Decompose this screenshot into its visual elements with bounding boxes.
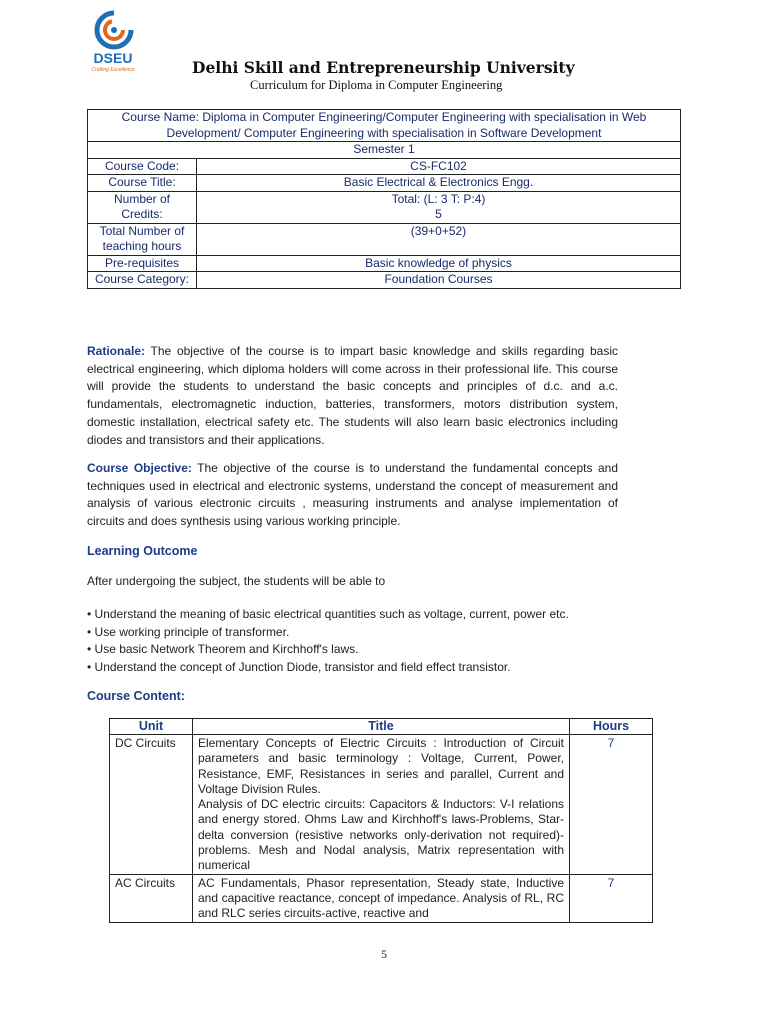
objective-paragraph: [87, 460, 618, 531]
learning-outcome-intro: After undergoing the subject, the students will be able to: [87, 574, 386, 588]
teaching-hours-label: Total Number of teaching hours: [88, 223, 197, 255]
objective-heading: Course Objective:: [87, 461, 192, 475]
course-category-value: Foundation Courses: [197, 272, 681, 289]
rationale-text: The objective of the course is to impart basic knowledge and skills regarding basic electrical engineering, which diploma holders will come across in their professional life. This course will provide the students to understand the basic concepts and principles of d.c. and a.c. fundamentals, electromagnetic induction, batteries, transformers, motors distribution system, domestic installation, electrical safety etc. The students will also learn basic electronics including diodes and transistors and their applications.: [87, 344, 618, 447]
hours-cell: 7: [570, 735, 653, 875]
column-header-hours: Hours: [570, 719, 653, 735]
table-row: [110, 735, 653, 875]
objective-text: The objective of the course is to understand the fundamental concepts and techniques used in electrical and electronic systems, understand the concept of measurement and analysis of various electronic circuits , measuring instruments and analyse implementation of circuits and does synthesis using various working principle.: [87, 461, 618, 529]
course-title-value: Basic Electrical & Electronics Engg.: [197, 175, 681, 192]
list-item: • Understand the concept of Junction Diode, transistor and field effect transistor.: [87, 659, 511, 674]
title-cell: AC Fundamentals, Phasor representation, Steady state, Inductive and capacitive reactance, concept of impedance. Analysis of RL, RC and RLC series circuits-active, reactive and: [193, 874, 570, 922]
curriculum-subtitle: Curriculum for Diploma in Computer Engineering: [250, 78, 503, 92]
teaching-hours-value: (39+0+52): [197, 223, 681, 255]
logo-text: DSEU: [93, 50, 133, 66]
page-number: 5: [381, 947, 387, 961]
course-code-value: CS-FC102: [197, 158, 681, 175]
course-code-label: Course Code:: [88, 158, 197, 175]
learning-outcome-list: [87, 606, 569, 676]
course-content-table: [109, 718, 653, 923]
list-item: • Use working principle of transformer.: [87, 624, 290, 639]
course-info-table: [87, 109, 681, 289]
logo-tagline: Crafting Excellence: [91, 67, 135, 73]
column-header-unit: Unit: [110, 719, 193, 735]
hours-cell: 7: [570, 874, 653, 922]
prerequisites-value: Basic knowledge of physics: [197, 255, 681, 272]
learning-outcome-heading: Learning Outcome: [87, 544, 198, 558]
rationale-heading: Rationale:: [87, 344, 146, 358]
title-cell: Elementary Concepts of Electric Circuits : Introduction of Circuit parameters and basic terminology : Voltage, Current, Power, Resistance, EMF, Resistances in series and parallel, Current and Voltage Division Rules. Analysis of DC electric circuits: Capacitors & Inductors: V-I relations and energy stored. Ohms Law and Kirchhoff's laws-Problems, Star-delta conversion (resistive networks only-derivation not required)-problems. Mesh and Nodal analysis, Matrix representation with numerical: [193, 735, 570, 875]
semester-cell: Semester 1: [88, 142, 681, 159]
credits-label: Number of Credits:: [88, 191, 197, 223]
prerequisites-label: Pre-requisites: [88, 255, 197, 272]
credits-value: Total: (L: 3 T: P:4) 5: [197, 191, 681, 223]
unit-cell: DC Circuits: [110, 735, 193, 875]
university-name: Delhi Skill and Entrepreneurship University: [192, 58, 575, 77]
list-item: • Use basic Network Theorem and Kirchhoff's laws.: [87, 642, 359, 656]
course-category-label: Course Category:: [88, 272, 197, 289]
list-item: • Understand the meaning of basic electrical quantities such as voltage, current, power etc.: [87, 607, 569, 621]
course-name-cell: Course Name: Diploma in Computer Engineering/Computer Engineering with specialisation in Web Development/ Computer Engineering with specialisation in Software Development: [88, 110, 681, 142]
unit-cell: AC Circuits: [110, 874, 193, 922]
course-content-heading: Course Content:: [87, 689, 185, 703]
column-header-title: Title: [193, 719, 570, 735]
course-title-label: Course Title:: [88, 175, 197, 192]
table-row: [110, 874, 653, 922]
rationale-paragraph: [87, 343, 618, 449]
